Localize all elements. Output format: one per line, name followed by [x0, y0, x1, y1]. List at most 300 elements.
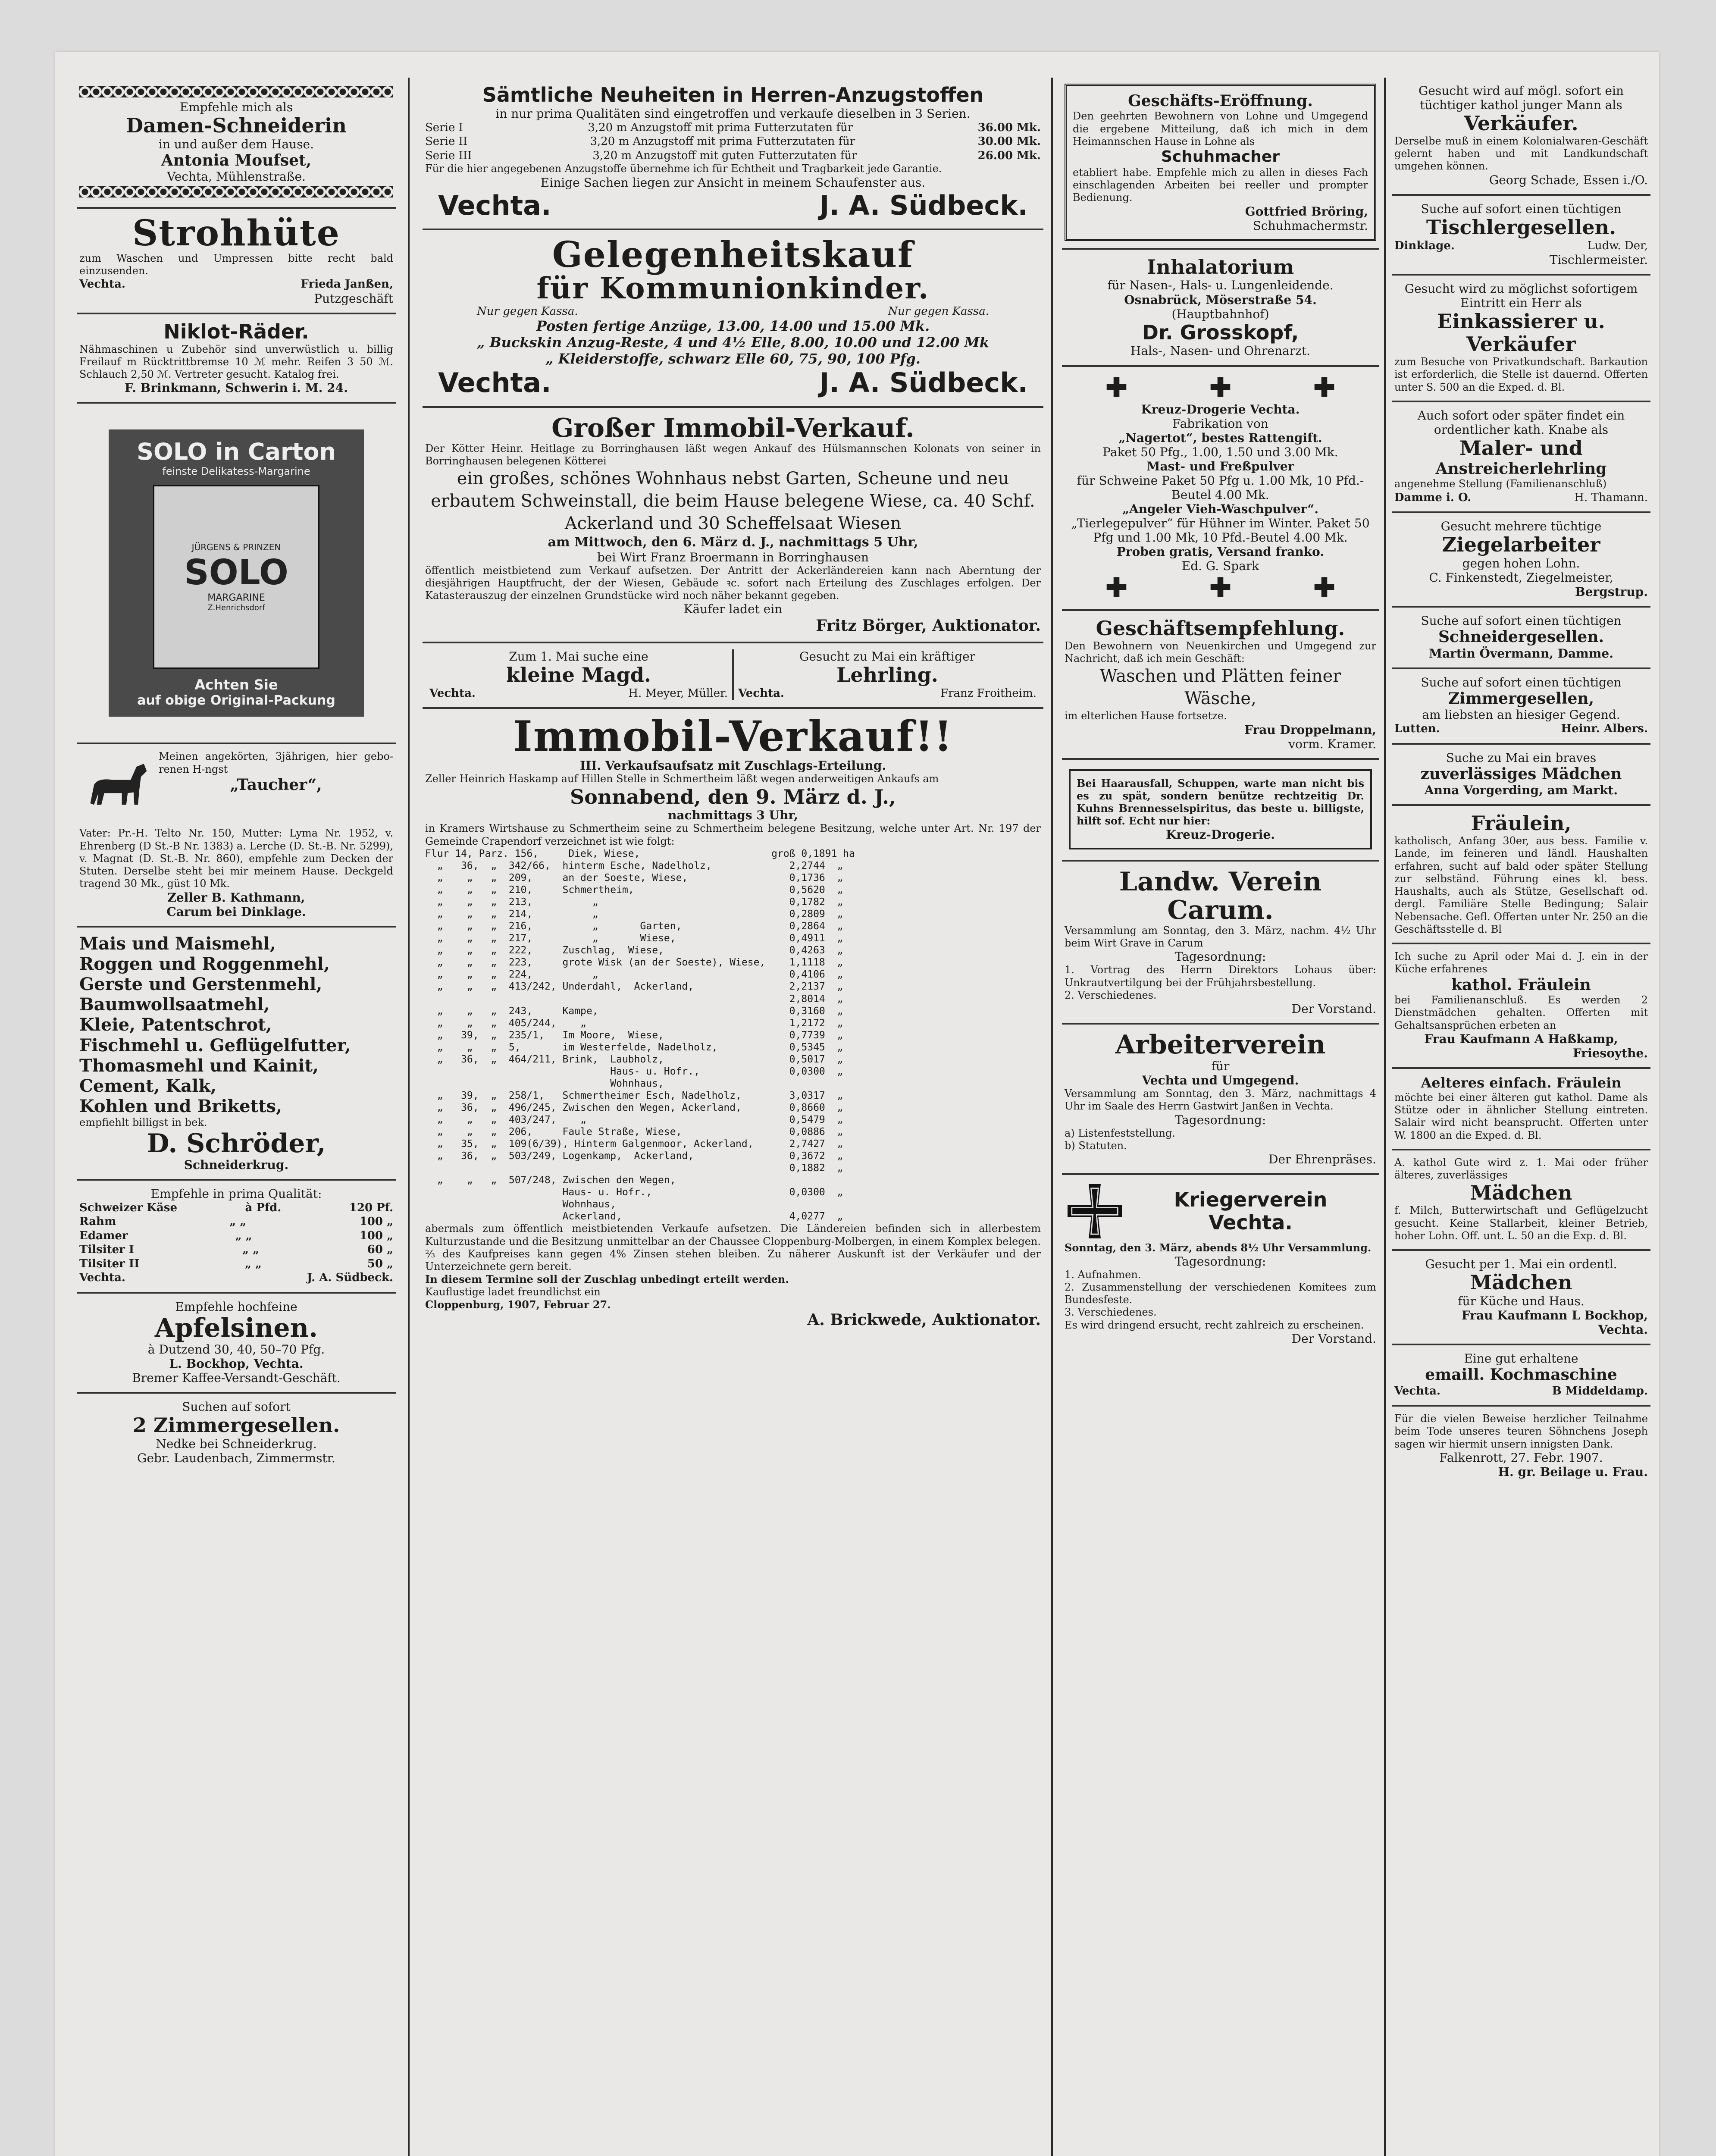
ad-title: „Taucher“,	[230, 775, 322, 794]
ad-trade: Schuhmacher	[1161, 148, 1280, 166]
product-line: Fabrikation von	[1172, 416, 1268, 431]
product-line: Kleie, Patentschrot,	[79, 1015, 272, 1035]
ad-address: (Hauptbahnhof)	[1171, 307, 1269, 321]
ad-place: Lutten.	[1394, 722, 1440, 736]
ad-subtitle: für Nasen-, Hals- u. Lungenleidende.	[1107, 278, 1334, 293]
ad-name: J. A. Südbeck.	[307, 1271, 393, 1285]
parcel-row: Haus- u. Hofr., 0,0300 „	[425, 1065, 843, 1077]
agenda-heading: Tagesordnung:	[1174, 1112, 1266, 1127]
ad-name: H. Meyer, Müller.	[628, 686, 728, 700]
ad-title: für Kommunionkinder.	[536, 271, 930, 306]
ad-signature: C. Finkenstedt, Ziegelmeister,	[1429, 570, 1613, 585]
ad-place: Carum bei Dinklage.	[166, 904, 306, 919]
ad-signature: Ed. G. Spark	[1181, 558, 1259, 573]
ad-intro: Zum 1. Mai suche eine	[509, 649, 648, 664]
ad-text: Den geehrten Bewohnern von Lohne und Umgegend die ergebene Mitteilung, daß ich mich in dem Heimannschen Hause in Lohne als	[1073, 110, 1368, 147]
parcel-row: „ 36, „ 464/211, Brink, Laubholz, 0,5017 „	[425, 1053, 843, 1065]
ad-title: Mädchen	[1470, 1271, 1572, 1294]
ad-place: Vechta.	[438, 367, 551, 399]
agenda-item: b) Statuten.	[1065, 1140, 1127, 1152]
ad-name: Heinr. Albers.	[1561, 722, 1648, 736]
price-row: Tilsiter I „ „ 60 „	[79, 1243, 393, 1257]
iron-cross-icon	[1065, 1181, 1125, 1241]
newspaper-page	[55, 52, 1659, 2156]
ad-intro: A. kathol Gute wird z. 1. Mai oder früher älteres, zuverlässiges	[1394, 1156, 1648, 1181]
ad-text: Sonntag, den 3. März, abends 8½ Uhr Versammlung.	[1065, 1241, 1372, 1254]
ad-text: Den Bewohnern von Neuenkirchen und Umgegend zur Nachricht, daß ich mein Geschäft:	[1065, 639, 1376, 665]
ad-title: Geschäfts-Eröffnung.	[1128, 92, 1313, 110]
ad-haarausfall	[1062, 760, 1379, 862]
parcel-row: „ „ „ 403/247, „ 0,5479 „	[425, 1114, 843, 1125]
parcel-row: „ „ „ 214, „ 0,2809 „	[425, 909, 843, 920]
ad-text: etabliert habe. Empfehle mich zu allen in dieses Fach einschlagenden Arbeiten bei reeller und prompter Bedienung.	[1073, 166, 1368, 204]
ad-place: Vechta.	[429, 686, 476, 700]
ad-maedchen-milch	[1392, 1150, 1650, 1251]
ad-signature: Gebr. Laudenbach, Zimmermstr.	[137, 1451, 335, 1465]
ad-zimmergesellen	[77, 1394, 396, 1472]
product-line: Mais und Maismehl,	[79, 933, 276, 954]
ad-herren-anzugstoffe	[423, 78, 1043, 230]
ad-title: Verkäufer.	[1464, 112, 1578, 135]
ad-emphasis: In diesem Termine soll der Zuschlag unbedingt erteilt werden.	[425, 1273, 789, 1286]
column-divider	[1384, 78, 1386, 2156]
cross-icon: ✚	[1209, 572, 1231, 603]
agenda-item: 1. Aufnahmen.	[1065, 1268, 1141, 1281]
ad-intro: Empfehle mich als	[179, 100, 293, 114]
ad-text: Nedke bei Schneiderkrug.	[156, 1436, 317, 1451]
offer-line: „ Kleiderstoffe, schwarz Elle 60, 75, 90, 100 Pfg.	[545, 350, 921, 367]
ad-title: Verkäufer	[1466, 332, 1576, 356]
column-4	[1392, 78, 1650, 2156]
ad-text: auf obige Original-Packung	[137, 693, 335, 708]
ad-intro: Eine gut erhaltene	[1464, 1351, 1578, 1366]
cross-icon: ✚	[1313, 372, 1335, 403]
ad-title: Maler- und	[1459, 436, 1583, 460]
ad-title: 2 Zimmergesellen.	[132, 1413, 340, 1437]
ad-text: Käufer ladet ein	[683, 602, 783, 617]
parcel-row: Wohnhaus,	[425, 1078, 664, 1089]
parcel-row: „ „ „ 217, „ Wiese, 0,4911 „	[425, 933, 843, 944]
ad-text: Bei Haarausfall, Schuppen, warte man nicht bis es zu spät, sondern benütze rechtzeitig Dr. Kuhns Brennesselspiritus, das beste u. billigste, hilft sof. Echt nur hier:	[1077, 777, 1364, 827]
parcel-row: Flur 14, Parz. 156, Diek, Wiese, groß 0,1891 ha	[425, 848, 855, 859]
agenda-heading: Tagesordnung:	[1174, 1254, 1266, 1269]
ad-grosser-immobil-verkauf	[423, 408, 1043, 643]
ad-text: angenehme Stellung (Familienanschluß)	[1394, 478, 1607, 490]
ad-intro: Auch sofort oder später findet ein ordentlicher kath. Knabe als	[1417, 408, 1625, 437]
ad-title: emaill. Kochmaschine	[1425, 1366, 1617, 1384]
ad-title: Kriegerverein	[1174, 1188, 1328, 1212]
ad-geschaefts-eroeffnung	[1062, 78, 1379, 250]
ad-text: Zeller Heinrich Haskamp auf Hillen Stelle in Schmertheim läßt wegen anderweitigen Ankaufs am	[425, 773, 939, 785]
ad-intro: Suche auf sofort einen tüchtigen	[1421, 614, 1622, 628]
parcel-row: „ „ „ 210, Schmertheim, 0,5620 „	[425, 884, 843, 896]
parcel-row: „ 35, „ 109(6/39), Hinterm Galgenmoor, Ackerland, 2,7427 „	[425, 1138, 843, 1150]
ad-maedchen-kueche	[1392, 1251, 1650, 1345]
ad-malerlehrling	[1392, 402, 1650, 513]
ad-title: Vechta.	[1209, 1211, 1293, 1235]
ad-place: Vechta.	[738, 686, 784, 700]
ad-text: öffentlich meistbietend zum Verkauf aufsetzen. Der Antritt der Ackerländereien kann nach Aberntung der diesjährigen Hauptfrucht, der der Wiesen, Gebäude ꝛc. sofort nach Erteilung des Zuschlages erfolgen. Der Katasterauszug der einzelnen Grundstücke wird noch näher bekannt gegeben.	[425, 564, 1041, 602]
parcel-row: „ „ „ 206, Faule Straße, Wiese, 0,0886 „	[425, 1126, 843, 1138]
ad-name: B Middeldamp.	[1552, 1384, 1648, 1398]
ad-hengst-taucher	[77, 744, 396, 927]
ad-place: Falkenrott, 27. Febr. 1907.	[1439, 1450, 1603, 1465]
agenda-item: 2. Verschiedenes.	[1065, 989, 1157, 1001]
ad-title: Tischlergesellen.	[1426, 215, 1616, 239]
ad-service: Waschen und Plätten feiner Wäsche,	[1099, 666, 1341, 709]
ad-text: in und außer dem Hause.	[159, 137, 314, 151]
parcel-row: 2,8014 „	[425, 993, 843, 1005]
series-row: Serie II 3,20 m Anzugstoff mit prima Futterzutaten für 30.00 Mk.	[425, 135, 1041, 148]
price-row: Tilsiter II „ „ 50 „	[79, 1257, 393, 1270]
ad-text: Für die hier angegebenen Anzugstoffe übernehme ich für Echtheit und Tragbarkeit jede Garantie.	[425, 163, 942, 175]
ad-title: Apfelsinen.	[154, 1313, 318, 1343]
ad-text: Es wird dringend ersucht, recht zahlreich zu erscheinen.	[1065, 1319, 1364, 1331]
product-line: Mast- und Freßpulver	[1146, 459, 1294, 473]
ad-name: Franz Froitheim.	[940, 686, 1036, 700]
ad-signature: Martin Övermann, Damme.	[1428, 646, 1613, 661]
parcel-row: Haus- u. Hofr., 0,0300 „	[425, 1187, 843, 1198]
ad-verkaeufer	[1392, 78, 1650, 196]
package-place: Z.Henrichsdorf	[207, 603, 265, 612]
ad-subtitle: Tischlermeister.	[1549, 253, 1648, 267]
ad-pair-magd-lehrling	[423, 643, 1043, 709]
ornament-border	[79, 86, 393, 97]
ad-damen-schneiderin	[77, 78, 396, 209]
ad-footer: F. Brinkmann, Schwerin i. M. 24.	[125, 381, 348, 395]
ad-place: Bergstrup.	[1575, 585, 1648, 599]
ad-name: Ludw. Der,	[1587, 239, 1648, 252]
ad-signature: Georg Schade, Essen i./O.	[1489, 172, 1648, 187]
ad-signature: A. Brickwede, Auktionator.	[807, 1311, 1041, 1329]
ad-text: Einige Sachen liegen zur Ansicht in meinem Schaufenster aus.	[540, 175, 926, 190]
ad-text: Nähmaschinen u Zubehör sind unverwüstlich u. billig Freilauf m Rücktrittbremse 10 ℳ mehr. Reifen 3 50 ℳ. Schlauch 2,50 ℳ. Vertreter gesucht. Katalog frei.	[79, 343, 393, 381]
ad-text: im elterlichen Hause fortsetze.	[1065, 710, 1227, 722]
agenda-item: a) Listenfeststellung.	[1065, 1127, 1176, 1139]
ad-text: Kauflustige ladet freundlichst ein	[425, 1285, 601, 1298]
auction-date: am Mittwoch, den 6. März d. J., nachmittags 5 Uhr,	[548, 535, 918, 550]
property-description: ein großes, schönes Wohnhaus nebst Garten, Scheune und neu erbautem Schweinstall, die beim Hause belegene Wiese, ca. 40 Schf. Ackerland und 30 Scheffelsaat Wiesen	[431, 469, 1035, 534]
auction-time: nachmittags 3 Uhr,	[668, 808, 798, 823]
agenda-item: 2. Zusammenstellung der verschiedenen Komitees zum Bundesfeste.	[1065, 1281, 1376, 1306]
price-row: Edamer „ „ 100 „	[79, 1229, 393, 1242]
parcel-row: Ackerland, 4,0277 „	[425, 1211, 843, 1222]
ad-intro: Gesucht wird auf mögl. sofort ein tüchtiger kathol junger Mann als	[1419, 84, 1624, 113]
ad-intro: Suchen auf sofort	[182, 1399, 291, 1414]
ad-gelegenheitskauf	[423, 230, 1043, 408]
ad-title: Zimmergesellen,	[1448, 689, 1594, 708]
ad-text: f. Milch, Butterwirtschaft und Geflügelzucht gesucht. Keine Stallarbeit, kleiner Betrieb, hoher Lohn. Off. unt. L. 50 an die Exp. d. Bl.	[1394, 1204, 1648, 1242]
agenda-heading: Tagesordnung:	[1174, 950, 1266, 964]
ad-place: Vechta.	[79, 278, 125, 291]
product-line: Roggen und Roggenmehl,	[79, 953, 330, 974]
ad-kathol-fraeulein	[1392, 944, 1650, 1069]
product-line: Cement, Kalk,	[79, 1076, 216, 1097]
ad-signature: Der Vorstand.	[1291, 1002, 1376, 1016]
ad-zimmergesellen-2	[1392, 669, 1650, 745]
parcel-row: „ „ „ 213, „ 0,1782 „	[425, 896, 843, 908]
ad-title: Niklot-Räder.	[163, 320, 309, 343]
ad-signature: Frau Kaufmann L Bockhop,	[1461, 1308, 1648, 1323]
parcel-row: Wohnhaus,	[425, 1199, 617, 1210]
ad-landw-verein	[1062, 862, 1379, 1025]
ad-einkassierer	[1392, 276, 1650, 402]
ad-note: Nur gegen Kassa.	[888, 304, 989, 318]
ad-text: gegen hohen Lohn.	[1462, 556, 1580, 570]
ad-signature: Gottfried Bröring,	[1245, 204, 1368, 219]
ad-text: à Dutzend 30, 40, 50–70 Pfg.	[147, 1342, 325, 1357]
cross-icon: ✚	[1209, 372, 1231, 403]
ad-title: zuverlässiges Mädchen	[1420, 765, 1622, 783]
parcel-row: „ „ „ 222, Zuschlag, Wiese, 0,4263 „	[425, 945, 843, 956]
ad-signature: Kreuz-Drogerie.	[1166, 827, 1275, 842]
ad-subtitle: Vechta und Umgegend.	[1142, 1073, 1299, 1088]
ad-note: Nur gegen Kassa.	[477, 304, 578, 318]
parcel-row: „ 39, „ 258/1, Schmertheimer Esch, Nadelholz, 3,0317 „	[425, 1090, 843, 1101]
ad-intro: Gesucht per 1. Mai ein ordentl.	[1425, 1257, 1617, 1272]
auction-date: Sonnabend, den 9. März d. J.,	[570, 785, 896, 808]
offer-line: Posten fertige Anzüge, 13.00, 14.00 und 15.00 Mk.	[536, 318, 930, 335]
ad-kriegerverein	[1062, 1175, 1379, 1353]
ad-place: Vechta, Mühlenstraße.	[167, 169, 306, 184]
ad-intro: Gesucht zu Mai ein kräftiger	[799, 649, 976, 664]
ad-title: Immobil-Verkauf!!	[513, 712, 953, 761]
parcel-row: „ 39, „ 235/1, Im Moore, Wiese, 0,7739 „	[425, 1029, 843, 1041]
column-divider	[408, 78, 410, 2156]
ad-title: Inhalatorium	[1146, 255, 1294, 279]
product-line: Proben gratis, Versand franko.	[1116, 544, 1325, 559]
package-maker: JÜRGENS & PRINZEN	[191, 542, 281, 552]
ad-signature: Frau Kaufmann A Haßkamp,	[1424, 1031, 1618, 1046]
ad-place: Dinklage.	[1394, 239, 1455, 252]
ad-intro: Gesucht wird zu möglichst sofortigem Eintritt ein Herr als	[1404, 282, 1638, 310]
ad-text: Versammlung am Sonntag, den 3. März, nachm. 4½ Uhr beim Wirt Grave in Carum	[1065, 924, 1376, 949]
ad-text: abermals zum öffentlich meistbietenden Verkaufe aufsetzen. Die Ländereien befinden sich in allerbestem Kulturzustande und die Besitzung unmittelbar an der Chaussee Cloppenburg-Molbergen, in einem Komplex belegen. ²⁄₃ des Kaufpreises kann gegen 4% Zinsen stehen bleiben. Zu näherer Auskunft ist der Verkäufer und der Unterzeichnete gern bereit.	[425, 1222, 1041, 1273]
ad-text: am liebsten an hiesiger Gegend.	[1422, 708, 1620, 722]
margarine-package-image	[153, 485, 319, 669]
column-1	[77, 78, 396, 2156]
package-brand: SOLO	[184, 552, 288, 592]
parcel-table	[425, 848, 1041, 1222]
parcel-row: „ „ „ 413/242, Underdahl, Ackerland, 2,2137 „	[425, 981, 843, 993]
ad-name: D. Schröder,	[147, 1128, 326, 1159]
ad-signature: Fritz Börger, Auktionator.	[816, 616, 1041, 635]
ad-title: Arbeiterverein	[1115, 1030, 1326, 1060]
ad-ziegelarbeiter	[1392, 513, 1650, 608]
ad-title: Einkassierer u.	[1437, 310, 1605, 333]
ad-geschaeftsempfehlung	[1062, 611, 1379, 760]
ad-text: bei Familienanschluß. Es werden 2 Dienstmädchen gehalten. Offerten mit Gehaltsansprüchen erbeten an	[1394, 994, 1648, 1031]
auction-location: bei Wirt Franz Broermann in Borringhausen	[597, 550, 869, 564]
parcel-row: „ „ „ 507/248, Zwischen den Wegen,	[425, 1175, 676, 1186]
product-line: für Schweine Paket 50 Pfg u. 1.00 Mk, 10 Pfd.-Beutel 4.00 Mk.	[1077, 473, 1364, 502]
parcel-row: 0,1882 „	[425, 1163, 843, 1174]
ad-text: Hals-, Nasen- und Ohrenarzt.	[1130, 344, 1311, 358]
ad-kleine-magd	[425, 649, 732, 700]
ornament-border	[79, 186, 393, 197]
parcel-row: „ „ „ 224, „ 0,4106 „	[425, 969, 843, 981]
ad-kaese	[77, 1181, 396, 1294]
product-line: Baumwollsaatmehl,	[79, 994, 270, 1015]
ad-text: Versammlung am Sonntag, den 3. März, nachmittags 4 Uhr im Saale des Herrn Gastwirt Janßen in Vechta.	[1065, 1087, 1376, 1112]
ad-title: Landw. Verein	[1119, 866, 1322, 897]
product-line: „Tierlegepulver“ für Hühner im Winter. Paket 50 Pfg und 1.00 Mk, 10 Pfd.-Beutel 4.00 Mk.	[1071, 516, 1370, 545]
ad-text: Vater: Pr.-H. Telto Nr. 150, Mutter: Lyma Nr. 1952, v. Ehrenberg (D St.-B Nr. 1383) a. Lerche (D. St.-B. Nr. 5299), v. Magnat (D. St.-B. Nr. 860), empfehle zum Decken der Stuten. Derselbe steht bei mir meinem Hause. Deckgeld tragend 30 Mk., güst 10 Mk.	[79, 827, 393, 890]
ad-signature: Der Vorstand.	[1291, 1331, 1376, 1346]
ad-place: Cloppenburg, 1907, Februar 27.	[425, 1298, 611, 1311]
ad-subtitle: für	[1211, 1059, 1230, 1074]
ad-intro: in nur prima Qualitäten sind eingetroffen und verkaufe dieselben in 3 Serien.	[495, 106, 971, 121]
ad-subtitle: vorm. Kramer.	[1288, 736, 1376, 751]
product-line: Paket 50 Pfg., 1.00, 1.50 und 3.00 Mk.	[1102, 445, 1338, 459]
ad-text: Meinen angekörten, 3jährigen, hier gebo-renen H-ngst	[159, 750, 393, 775]
ad-name: J. A. Südbeck.	[819, 367, 1028, 399]
ad-title: Ziegelarbeiter	[1442, 533, 1600, 557]
ad-intro: Suche auf sofort einen tüchtigen	[1421, 675, 1622, 689]
cross-ornament-row	[1065, 573, 1376, 602]
ad-strohhuete	[77, 209, 396, 314]
ad-title: Lehrling.	[836, 663, 938, 687]
ad-inhalatorium	[1062, 250, 1379, 367]
ad-arbeiterverein	[1062, 1025, 1379, 1175]
ad-place: Schneiderkrug.	[184, 1157, 289, 1172]
product-line: Thomasmehl und Kainit,	[79, 1055, 319, 1076]
cross-icon: ✚	[1313, 572, 1335, 603]
ad-title: Anstreicherlehrling	[1435, 459, 1607, 478]
ad-title: Strohhüte	[132, 213, 340, 254]
ad-place: Vechta.	[438, 189, 551, 221]
ad-tischlergesellen	[1392, 196, 1650, 276]
horse-icon	[79, 752, 153, 825]
ad-niklot-raeder	[77, 314, 396, 404]
ad-place: Vechta.	[1598, 1322, 1648, 1337]
package-type: MARGARINE	[207, 592, 265, 603]
parcel-row: „ „ „ 243, Kampe, 0,3160 „	[425, 1005, 843, 1017]
column-divider	[1051, 78, 1053, 2156]
column-3	[1062, 78, 1379, 2156]
offer-line: „ Buckskin Anzug-Reste, 4 und 4½ Elle, 8.00, 10.00 und 12.00 Mk	[477, 334, 989, 351]
ad-text: Der Kötter Heinr. Heitlage zu Borringhausen läßt wegen Ankauf des Hülsmannschen Kolonats von seiner in Borringhausen belegenen Kötterei	[425, 442, 1041, 467]
ad-name: Antonia Moufset,	[161, 151, 312, 169]
ad-subtitle: Schuhmachermstr.	[1253, 218, 1368, 233]
ad-text: empfiehlt billigst in bek.	[79, 1116, 207, 1129]
ad-danksagung	[1392, 1407, 1650, 1486]
ad-intro: Empfehle in prima Qualität:	[150, 1186, 322, 1201]
cross-icon: ✚	[1105, 572, 1127, 603]
ad-intro: Suche zu Mai ein braves	[1446, 750, 1597, 765]
product-line: Kohlen und Briketts,	[79, 1096, 282, 1117]
solo-advert-image	[109, 429, 364, 717]
ad-text: möchte bei einer älteren gut kathol. Dame als Stütze oder in ähnlicher Stellung eintreten. Salair wird nicht beansprucht. Offerten unter W. 1800 an die Exped. d. Bl.	[1394, 1091, 1648, 1141]
ad-kochmaschine	[1392, 1345, 1650, 1407]
parcel-row: „ 36, „ 342/66, hinterm Esche, Nadelholz, 2,2744 „	[425, 860, 843, 871]
ad-place: Vechta.	[79, 1271, 125, 1285]
ad-text: zum Besuche von Privatkundschaft. Barkaution ist erforderlich, die Stelle ist dauernd. Offerten unter S. 500 an die Exped. d. Bl.	[1394, 356, 1648, 393]
ad-title: Aelteres einfach. Fräulein	[1421, 1075, 1622, 1091]
ad-name: L. Bockhop, Vechta.	[169, 1356, 304, 1371]
agenda-item: 3. Verschiedenes.	[1065, 1306, 1157, 1319]
price-row: Rahm „ „ 100 „	[79, 1215, 393, 1228]
product-line: Gerste und Gerstenmehl,	[79, 974, 323, 995]
ad-title: Fräulein,	[1471, 812, 1572, 835]
product-line: „Angeler Vieh-Waschpulver“.	[1122, 501, 1319, 516]
ad-solo-margarine	[77, 404, 396, 744]
ad-aelteres-fraeulein	[1392, 1069, 1650, 1150]
price-row: Schweizer Käse à Pfd. 120 Pf.	[79, 1201, 393, 1214]
ad-name: Dr. Grosskopf,	[1142, 320, 1299, 344]
series-row: Serie III 3,20 m Anzugstoff mit guten Futterzutaten für 26.00 Mk.	[425, 149, 1041, 162]
ad-text: Derselbe muß in einem Kolonialwaren-Geschäft gelernt haben und mit Landkundschaft umgehen können.	[1394, 135, 1648, 172]
ad-intro: Empfehle hochfeine	[175, 1299, 297, 1314]
parcel-row: „ „ „ 209, an der Soeste, Wiese, 0,1736 „	[425, 872, 843, 884]
parcel-row: „ 36, „ 503/249, Logenkamp, Ackerland, 0,3672 „	[425, 1150, 843, 1162]
ad-subtitle: feinste Delikatess-Margarine	[162, 465, 310, 478]
ad-title: Schneidergesellen.	[1438, 628, 1604, 646]
ad-place: Friesoythe.	[1572, 1046, 1648, 1061]
parcel-row: „ „ „ 223, grote Wisk (an der Soeste), Wiese, 1,1118 „	[425, 957, 843, 968]
ad-signature: Der Ehrenpräses.	[1268, 1152, 1376, 1167]
ad-name: H. Thamann.	[1574, 491, 1648, 504]
ad-name: J. A. Südbeck.	[819, 189, 1028, 221]
ad-title: Damen-Schneiderin	[126, 114, 347, 138]
ad-schroeder-futtermittel	[77, 928, 396, 1181]
ad-title: Mädchen	[1470, 1181, 1572, 1205]
ad-title: Geschäftsempfehlung.	[1096, 616, 1345, 640]
ad-schneidergesellen	[1392, 608, 1650, 669]
parcel-row: „ „ „ 405/244, „ 1,2172 „	[425, 1017, 843, 1029]
ad-text: Achten Sie	[194, 677, 278, 693]
ad-title: SOLO in Carton	[137, 438, 336, 466]
ad-subtitle: III. Verkaufsaufsatz mit Zuschlags-Erteilung.	[579, 758, 886, 773]
parcel-row: „ „ „ 5, im Westerfelde, Nadelholz, 0,5345 „	[425, 1041, 843, 1053]
ad-title: Gelegenheitskauf	[552, 234, 914, 276]
ad-name: Frieda Janßen,	[301, 278, 393, 291]
parcel-row: „ „ „ 216, „ Garten, 0,2864 „	[425, 921, 843, 932]
ad-kreuz-drogerie	[1062, 367, 1379, 611]
ad-title: Carum.	[1167, 895, 1274, 925]
ad-signature: Zeller B. Kathmann,	[167, 890, 305, 905]
ad-place: Damme i. O.	[1394, 491, 1472, 504]
agenda-item: 1. Vortrag des Herrn Direktors Lohaus über: Unkrautvertilgung bei der Frühjahrsbestellung.	[1065, 964, 1376, 989]
ad-apfelsinen	[77, 1294, 396, 1394]
ad-intro: Suche auf sofort einen tüchtigen	[1421, 201, 1622, 216]
cross-icon: ✚	[1105, 372, 1127, 403]
ad-title: Kreuz-Drogerie Vechta.	[1141, 402, 1300, 417]
ad-text: zum Waschen und Umpressen bitte recht bald einzusenden.	[79, 252, 393, 277]
product-line: Fischmehl u. Geflügelfutter,	[79, 1035, 351, 1056]
ad-text: katholisch, Anfang 30er, aus bess. Familie v. Lande, im feineren und ländl. Haushalten erfahren, sucht auf bald oder später Stellung zur selbständ. Führung eines kl. bess. Haushalts, auch als Stütze, Gesellschaft od. dergl. Familiäre Stelle Bedingung; Salair Nebensache. Gefl. Offerten unter Nr. 250 an die Geschäftsstelle d. Bl	[1394, 835, 1648, 935]
ad-signature: Frau Droppelmann,	[1244, 722, 1376, 737]
ad-title: kathol. Fräulein	[1451, 975, 1591, 994]
ad-immobil-verkauf	[423, 709, 1043, 1336]
ad-address: Osnabrück, Möserstraße 54.	[1124, 292, 1317, 307]
ad-signature: H. gr. Beilage u. Frau.	[1498, 1464, 1648, 1479]
ad-title: Großer Immobil-Verkauf.	[551, 413, 914, 443]
ad-title: kleine Magd.	[506, 663, 651, 687]
ad-text: Für die vielen Beweise herzlicher Teilnahme beim Tode unseres teuren Söhnchens Joseph sagen wir hiermit unsern innigsten Dank.	[1394, 1413, 1648, 1450]
ad-subtitle: Putzgeschäft	[314, 291, 393, 306]
ad-signature: Anna Vorgerding, am Markt.	[1424, 783, 1618, 798]
ad-text: für Küche und Haus.	[1458, 1294, 1584, 1308]
ad-subtitle: Bremer Kaffee-Versandt-Geschäft.	[132, 1370, 341, 1385]
ad-fraeulein	[1392, 806, 1650, 944]
parcel-row: „ 36, „ 496/245, Zwischen den Wegen, Ackerland, 0,8660 „	[425, 1102, 843, 1113]
ad-zuverlaessiges-maedchen	[1392, 745, 1650, 806]
ad-text: in Kramers Wirtshause zu Schmertheim seine zu Schmertheim belegene Besitzung, welche unter Art. Nr. 197 der Gemeinde Crapendorf verzeichnet ist wie folgt:	[425, 822, 1041, 847]
ad-title: Sämtliche Neuheiten in Herren-Anzugstoffen	[482, 83, 984, 107]
ad-lehrling	[732, 649, 1041, 700]
cross-ornament-row	[1065, 373, 1376, 402]
